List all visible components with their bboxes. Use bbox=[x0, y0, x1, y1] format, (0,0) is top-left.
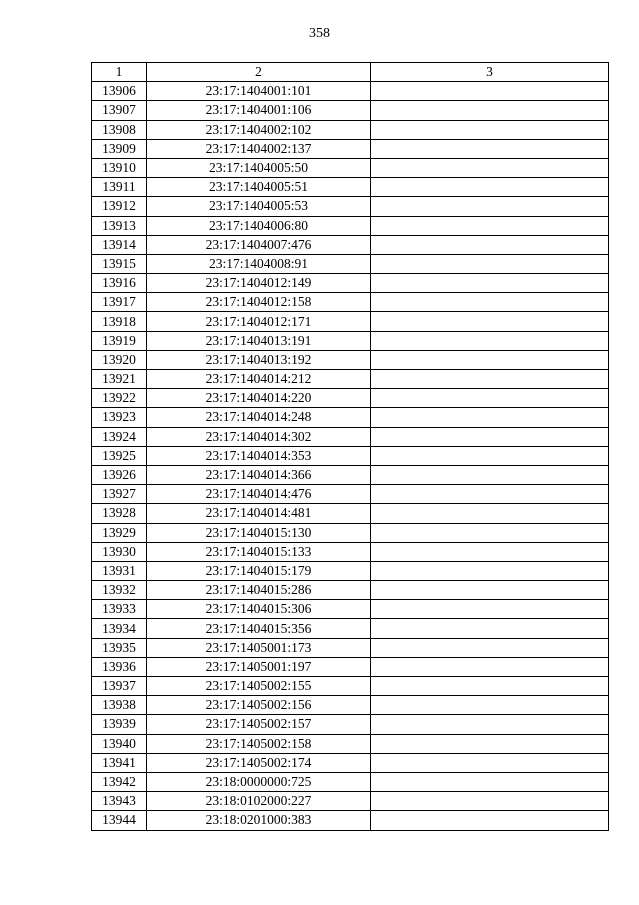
notes-cell bbox=[371, 350, 609, 369]
row-number-cell: 13930 bbox=[92, 542, 147, 561]
notes-cell bbox=[371, 619, 609, 638]
row-number-cell: 13917 bbox=[92, 293, 147, 312]
row-number-cell: 13940 bbox=[92, 734, 147, 753]
table-row bbox=[92, 235, 609, 254]
table-row bbox=[92, 581, 609, 600]
notes-cell bbox=[371, 561, 609, 580]
row-number-cell: 13915 bbox=[92, 254, 147, 273]
cadastral-number-cell: 23:17:1404001:106 bbox=[147, 101, 371, 120]
table-row bbox=[92, 734, 609, 753]
row-number-cell: 13933 bbox=[92, 600, 147, 619]
cadastral-number-cell: 23:17:1404015:179 bbox=[147, 561, 371, 580]
cadastral-number-cell: 23:17:1404007:476 bbox=[147, 235, 371, 254]
header-row bbox=[92, 63, 609, 82]
notes-cell bbox=[371, 101, 609, 120]
cadastral-number-cell: 23:17:1404005:51 bbox=[147, 178, 371, 197]
cadastral-number-cell: 23:17:1404014:302 bbox=[147, 427, 371, 446]
row-number-cell: 13928 bbox=[92, 504, 147, 523]
table-row bbox=[92, 370, 609, 389]
cadastral-number-cell: 23:17:1404012:158 bbox=[147, 293, 371, 312]
table-row bbox=[92, 178, 609, 197]
cadastral-number-cell: 23:17:1405002:155 bbox=[147, 677, 371, 696]
notes-cell bbox=[371, 581, 609, 600]
cadastral-number-cell: 23:17:1404015:133 bbox=[147, 542, 371, 561]
notes-cell bbox=[371, 753, 609, 772]
notes-cell bbox=[371, 331, 609, 350]
table-row bbox=[92, 811, 609, 830]
notes-cell bbox=[371, 139, 609, 158]
row-number-cell: 13923 bbox=[92, 408, 147, 427]
table-row bbox=[92, 408, 609, 427]
table-row bbox=[92, 619, 609, 638]
notes-cell bbox=[371, 274, 609, 293]
table-row bbox=[92, 542, 609, 561]
row-number-cell: 13914 bbox=[92, 235, 147, 254]
notes-cell bbox=[371, 792, 609, 811]
row-number-cell: 13938 bbox=[92, 696, 147, 715]
table-header bbox=[92, 63, 609, 82]
table-row bbox=[92, 120, 609, 139]
cadastral-number-cell: 23:17:1405001:173 bbox=[147, 638, 371, 657]
notes-cell bbox=[371, 811, 609, 830]
row-number-cell: 13906 bbox=[92, 82, 147, 101]
page-number: 358 bbox=[309, 26, 330, 41]
table-row bbox=[92, 254, 609, 273]
cadastral-number-cell: 23:17:1404014:476 bbox=[147, 485, 371, 504]
table-row bbox=[92, 331, 609, 350]
cadastral-number-cell: 23:17:1404014:353 bbox=[147, 446, 371, 465]
table-row bbox=[92, 638, 609, 657]
row-number-cell: 13907 bbox=[92, 101, 147, 120]
notes-cell bbox=[371, 82, 609, 101]
row-number-cell: 13931 bbox=[92, 561, 147, 580]
cadastral-number-cell: 23:17:1404014:248 bbox=[147, 408, 371, 427]
table-row bbox=[92, 696, 609, 715]
notes-cell bbox=[371, 158, 609, 177]
row-number-cell: 13919 bbox=[92, 331, 147, 350]
notes-cell bbox=[371, 772, 609, 791]
cadastral-number-cell: 23:17:1404005:50 bbox=[147, 158, 371, 177]
notes-cell bbox=[371, 178, 609, 197]
column-header-2: 2 bbox=[147, 63, 371, 82]
cadastral-number-cell: 23:17:1405001:197 bbox=[147, 657, 371, 676]
row-number-cell: 13929 bbox=[92, 523, 147, 542]
row-number-cell: 13921 bbox=[92, 370, 147, 389]
table-body bbox=[92, 82, 609, 830]
row-number-cell: 13932 bbox=[92, 581, 147, 600]
notes-cell bbox=[371, 734, 609, 753]
row-number-cell: 13911 bbox=[92, 178, 147, 197]
notes-cell bbox=[371, 235, 609, 254]
row-number-cell: 13912 bbox=[92, 197, 147, 216]
table-row bbox=[92, 772, 609, 791]
cadastral-number-cell: 23:17:1404013:191 bbox=[147, 331, 371, 350]
cadastral-number-cell: 23:17:1404008:91 bbox=[147, 254, 371, 273]
column-header-1: 1 bbox=[92, 63, 147, 82]
row-number-cell: 13934 bbox=[92, 619, 147, 638]
cadastral-number-cell: 23:18:0102000:227 bbox=[147, 792, 371, 811]
notes-cell bbox=[371, 370, 609, 389]
cadastral-number-cell: 23:17:1405002:158 bbox=[147, 734, 371, 753]
row-number-cell: 13937 bbox=[92, 677, 147, 696]
notes-cell bbox=[371, 465, 609, 484]
row-number-cell: 13939 bbox=[92, 715, 147, 734]
row-number-cell: 13942 bbox=[92, 772, 147, 791]
row-number-cell: 13924 bbox=[92, 427, 147, 446]
cadastral-number-cell: 23:17:1404015:306 bbox=[147, 600, 371, 619]
table-row bbox=[92, 523, 609, 542]
cadastral-number-cell: 23:17:1404014:481 bbox=[147, 504, 371, 523]
notes-cell bbox=[371, 523, 609, 542]
cadastral-number-cell: 23:18:0201000:383 bbox=[147, 811, 371, 830]
notes-cell bbox=[371, 542, 609, 561]
notes-cell bbox=[371, 216, 609, 235]
cadastral-number-cell: 23:17:1404001:101 bbox=[147, 82, 371, 101]
table-row bbox=[92, 715, 609, 734]
table-row bbox=[92, 293, 609, 312]
row-number-cell: 13941 bbox=[92, 753, 147, 772]
row-number-cell: 13926 bbox=[92, 465, 147, 484]
table-row bbox=[92, 197, 609, 216]
column-header-3: 3 bbox=[371, 63, 609, 82]
notes-cell bbox=[371, 696, 609, 715]
registry-table bbox=[91, 62, 609, 831]
row-number-cell: 13910 bbox=[92, 158, 147, 177]
table-row bbox=[92, 677, 609, 696]
notes-cell bbox=[371, 446, 609, 465]
row-number-cell: 13908 bbox=[92, 120, 147, 139]
row-number-cell: 13909 bbox=[92, 139, 147, 158]
notes-cell bbox=[371, 293, 609, 312]
notes-cell bbox=[371, 120, 609, 139]
notes-cell bbox=[371, 504, 609, 523]
table-row bbox=[92, 753, 609, 772]
cadastral-number-cell: 23:17:1404015:286 bbox=[147, 581, 371, 600]
notes-cell bbox=[371, 254, 609, 273]
cadastral-number-cell: 23:17:1405002:156 bbox=[147, 696, 371, 715]
row-number-cell: 13927 bbox=[92, 485, 147, 504]
notes-cell bbox=[371, 638, 609, 657]
notes-cell bbox=[371, 197, 609, 216]
cadastral-number-cell: 23:17:1404015:130 bbox=[147, 523, 371, 542]
cadastral-number-cell: 23:17:1404006:80 bbox=[147, 216, 371, 235]
cadastral-number-cell: 23:17:1404014:220 bbox=[147, 389, 371, 408]
notes-cell bbox=[371, 677, 609, 696]
notes-cell bbox=[371, 312, 609, 331]
cadastral-number-cell: 23:18:0000000:725 bbox=[147, 772, 371, 791]
notes-cell bbox=[371, 715, 609, 734]
table-row bbox=[92, 465, 609, 484]
row-number-cell: 13925 bbox=[92, 446, 147, 465]
cadastral-number-cell: 23:17:1404012:149 bbox=[147, 274, 371, 293]
row-number-cell: 13943 bbox=[92, 792, 147, 811]
cadastral-number-cell: 23:17:1404002:102 bbox=[147, 120, 371, 139]
table-row bbox=[92, 216, 609, 235]
table-row bbox=[92, 446, 609, 465]
table-row bbox=[92, 274, 609, 293]
cadastral-number-cell: 23:17:1404015:356 bbox=[147, 619, 371, 638]
row-number-cell: 13920 bbox=[92, 350, 147, 369]
notes-cell bbox=[371, 389, 609, 408]
table-row bbox=[92, 158, 609, 177]
notes-cell bbox=[371, 427, 609, 446]
table-row bbox=[92, 485, 609, 504]
table-row bbox=[92, 139, 609, 158]
cadastral-number-cell: 23:17:1404012:171 bbox=[147, 312, 371, 331]
table-row bbox=[92, 350, 609, 369]
cadastral-number-cell: 23:17:1404013:192 bbox=[147, 350, 371, 369]
cadastral-number-cell: 23:17:1405002:174 bbox=[147, 753, 371, 772]
table-row bbox=[92, 82, 609, 101]
row-number-cell: 13913 bbox=[92, 216, 147, 235]
row-number-cell: 13922 bbox=[92, 389, 147, 408]
cadastral-number-cell: 23:17:1404002:137 bbox=[147, 139, 371, 158]
table-row bbox=[92, 427, 609, 446]
notes-cell bbox=[371, 408, 609, 427]
table-row bbox=[92, 561, 609, 580]
cadastral-number-cell: 23:17:1404014:212 bbox=[147, 370, 371, 389]
row-number-cell: 13918 bbox=[92, 312, 147, 331]
row-number-cell: 13935 bbox=[92, 638, 147, 657]
row-number-cell: 13944 bbox=[92, 811, 147, 830]
table-row bbox=[92, 792, 609, 811]
table-row bbox=[92, 504, 609, 523]
table-row bbox=[92, 657, 609, 676]
notes-cell bbox=[371, 600, 609, 619]
table-row bbox=[92, 312, 609, 331]
notes-cell bbox=[371, 485, 609, 504]
cadastral-number-cell: 23:17:1404005:53 bbox=[147, 197, 371, 216]
table-row bbox=[92, 389, 609, 408]
table-row bbox=[92, 101, 609, 120]
table-row bbox=[92, 600, 609, 619]
row-number-cell: 13936 bbox=[92, 657, 147, 676]
notes-cell bbox=[371, 657, 609, 676]
cadastral-number-cell: 23:17:1405002:157 bbox=[147, 715, 371, 734]
row-number-cell: 13916 bbox=[92, 274, 147, 293]
cadastral-number-cell: 23:17:1404014:366 bbox=[147, 465, 371, 484]
